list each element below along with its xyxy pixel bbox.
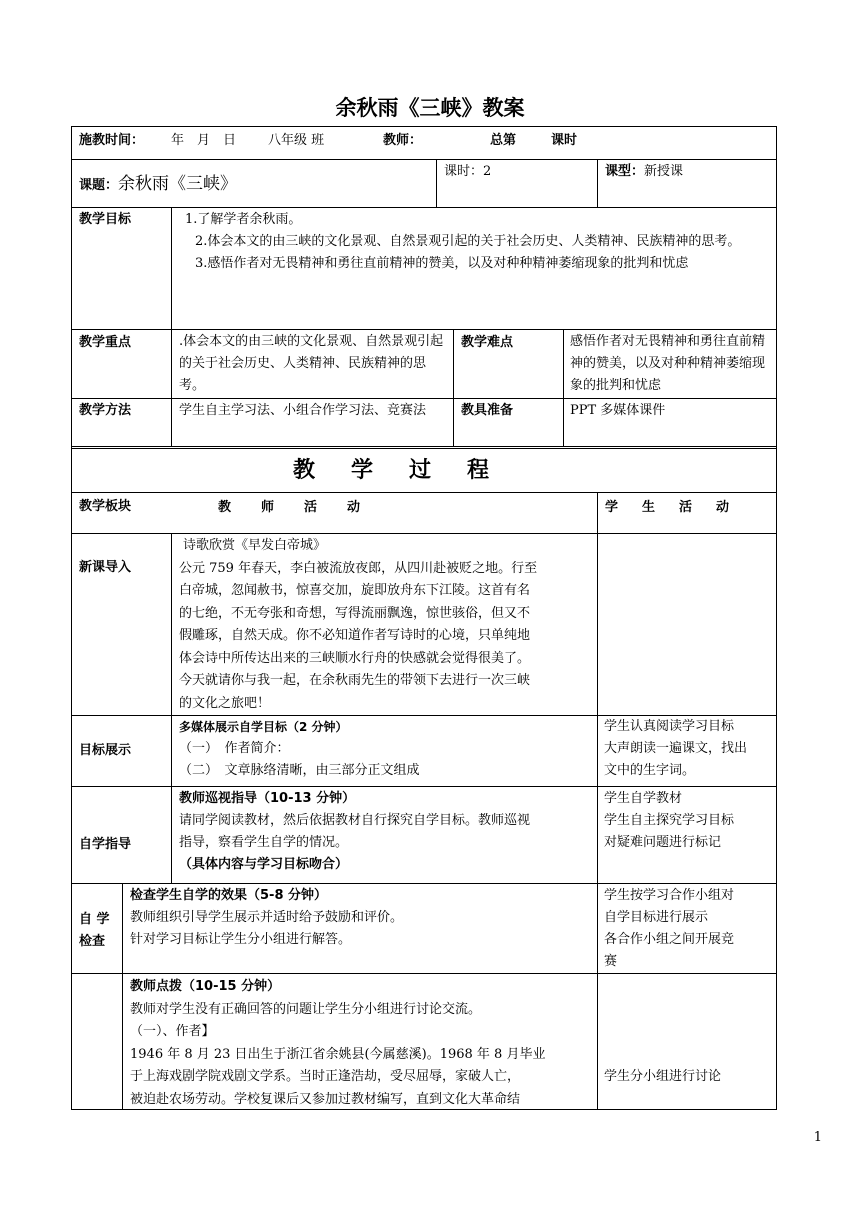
intro-line: 假雕琢，自然天成。你不必知道作者写诗时的心境，只单纯地	[179, 628, 531, 643]
check-student	[604, 885, 774, 973]
row-divider	[71, 159, 777, 160]
goals-line: （二） 文章脉络清晰，由三部分正文组成	[179, 763, 420, 778]
column-char: 活	[679, 500, 693, 515]
guide-text	[130, 976, 592, 1111]
column-char: 生	[642, 500, 656, 515]
difficulty-value: 感悟作者对无畏精神和勇往直前精神的赞美，以及对种种精神萎缩现象的批判和忧虑	[570, 334, 766, 393]
column-module: 教学板块	[79, 499, 132, 514]
guide-line: （一）、作者】	[130, 1024, 215, 1039]
row-divider	[71, 329, 777, 330]
student-line: 学生自主探究学习目标	[604, 813, 735, 828]
topic-value: 余秋雨《三峡》	[118, 174, 238, 194]
process-title-char: 教	[293, 458, 316, 483]
col-divider	[453, 329, 454, 446]
lesson-type-value: 新授课	[644, 164, 684, 179]
student-line: 自学目标进行展示	[604, 910, 709, 925]
self-study-heading: 教师巡视指导（10-13 分钟）	[179, 791, 356, 806]
goals-heading: 多媒体展示自学目标（2 分钟）	[179, 720, 348, 734]
student-line: 学生自学教材	[604, 791, 683, 806]
self-study-note: （具体内容与学习目标吻合）	[179, 857, 349, 872]
intro-line: 今天就请你与我一起，在余秋雨先生的带领下去进行一次三峡	[179, 673, 531, 688]
column-char: 师	[261, 500, 275, 515]
time-label: 施教时间：	[79, 133, 145, 148]
student-line: 各合作小组之间开展竞	[604, 932, 735, 947]
guide-line: 教师对学生没有正确回答的问题让学生分小组进行讨论交流。	[130, 1001, 482, 1017]
method-value: 学生自主学习法、小组合作学习法、竞赛法	[179, 403, 427, 418]
col-divider	[171, 207, 172, 446]
process-title-char: 学	[351, 458, 374, 483]
column-char: 动	[716, 500, 730, 515]
intro-text	[179, 535, 591, 715]
check-label-1: 自 学	[79, 912, 110, 927]
lesson-type	[605, 161, 683, 183]
self-study-line: 指导，察看学生自学的情况。	[179, 835, 349, 850]
intro-line: 诗歌欣赏《早发白帝城》	[183, 538, 327, 553]
method-label: 教学方法	[79, 403, 132, 418]
grade-class: 八年级 班	[268, 133, 325, 148]
table-border	[71, 126, 72, 1110]
document-title: 余秋雨《三峡》教案	[335, 96, 525, 120]
table-border	[71, 126, 777, 127]
check-line: 针对学习目标让学生分小组进行解答。	[130, 932, 352, 947]
student-line: 学生按学习合作小组对	[604, 888, 735, 903]
guide-student: 学生分小组进行讨论	[604, 1069, 722, 1084]
check-line: 教师组织引导学生展示并适时给予鼓励和评价。	[130, 910, 404, 925]
row-divider	[71, 973, 777, 974]
row-divider	[71, 207, 777, 208]
topic-label: 课题：	[79, 178, 119, 193]
column-char: 动	[347, 500, 361, 515]
column-char: 学	[605, 500, 619, 515]
row-divider	[71, 533, 777, 534]
student-line: 文中的生字词。	[604, 763, 696, 778]
lesson-type-label: 课型：	[605, 164, 645, 179]
tools-label: 教具准备	[461, 403, 514, 418]
check-text	[130, 885, 592, 951]
guide-line: 1946 年 8 月 23 日出生于浙江省余姚县(今属慈溪)。1968 年 8 月毕业	[130, 1046, 546, 1062]
intro-label: 新课导入	[79, 560, 132, 575]
intro-line: 白帝城，忽闻赦书，惊喜交加，旋即放舟东下江陵。这首有名	[179, 583, 531, 598]
intro-line: 的七绝，不无夸张和奇想，写得流丽飘逸，惊世骇俗，但又不	[179, 605, 531, 621]
teacher-label: 教师：	[383, 133, 423, 148]
process-title-char: 过	[409, 458, 432, 483]
difficulty-label: 教学难点	[461, 335, 514, 350]
self-study-line: 请同学阅读教材，然后依据教材自行探究自学目标。教师巡视	[179, 813, 531, 828]
self-study-label: 自学指导	[79, 837, 132, 852]
col-divider	[436, 159, 437, 207]
objective-item: 3.感悟作者对无畏精神和勇往直前精神的赞美，以及对种种精神萎缩现象的批判和忧虑	[195, 256, 689, 271]
col-divider	[171, 533, 172, 883]
self-study-student	[604, 788, 774, 854]
double-divider	[71, 446, 776, 449]
goals-line: （一） 作者简介：	[179, 741, 290, 756]
student-line: 学生认真阅读学习目标	[604, 719, 735, 734]
row-divider	[71, 492, 777, 493]
goals-label: 目标展示	[79, 743, 132, 758]
objectives-label: 教学目标	[79, 212, 132, 227]
column-char: 教	[218, 500, 232, 515]
col-divider	[563, 329, 564, 446]
row-divider	[71, 398, 777, 399]
intro-line: 公元 759 年春天，李白被流放夜郎，从四川赴被贬之地。行至	[179, 560, 538, 576]
col-divider	[122, 883, 123, 1109]
intro-line: 的文化之旅吧！	[179, 695, 271, 711]
self-study-text	[179, 788, 591, 876]
guide-heading: 教师点拨（10-15 分钟）	[130, 979, 281, 994]
guide-line: 于上海戏剧学院戏剧文学系。当时正逢浩劫，受尽屈辱，家破人亡，	[130, 1069, 521, 1084]
check-heading: 检查学生自学的效果（5-8 分钟）	[130, 888, 328, 903]
class-hours: 课时：2	[444, 164, 492, 179]
column-student	[605, 497, 729, 519]
topic	[79, 172, 237, 198]
goals-text	[179, 716, 591, 782]
student-line: 对疑难问题进行标记	[604, 835, 722, 850]
student-line: 大声朗读一遍课文，找出	[604, 741, 748, 756]
guide-line: 被迫赴农场劳动。学校复课后又参加过教材编写，直到文化大革命结	[130, 1091, 521, 1107]
check-label-2: 检查	[79, 934, 106, 949]
page-number: 1	[813, 1130, 822, 1145]
objective-item: 1.了解学者余秋雨。	[185, 212, 302, 227]
total-label: 总第	[490, 133, 517, 148]
column-teacher	[218, 497, 360, 519]
row-divider	[71, 883, 777, 884]
row-divider	[71, 786, 777, 787]
date-fields: 年 月 日	[171, 133, 237, 148]
key-points-value: .体会本文的由三峡的文化景观、自然景观引起的关于社会历史、人类精神、民族精神的思考。	[179, 334, 444, 393]
objectives-list	[181, 209, 771, 275]
intro-line: 体会诗中所传达出来的三峡顺水行舟的快感就会觉得很美了。	[179, 650, 531, 666]
student-line: 赛	[604, 954, 618, 969]
process-title	[293, 458, 489, 484]
col-divider	[597, 492, 598, 1109]
process-title-char: 程	[467, 458, 490, 483]
key-points-label: 教学重点	[79, 335, 132, 350]
goals-student	[604, 716, 774, 782]
objective-item: 2.体会本文的由三峡的文化景观、自然景观引起的关于社会历史、人类精神、民族精神的思考。	[195, 234, 741, 249]
table-border	[776, 126, 777, 1110]
column-char: 活	[304, 500, 318, 515]
lesson-label: 课时	[551, 133, 578, 148]
tools-value: PPT 多媒体课件	[570, 403, 666, 418]
col-divider	[597, 159, 598, 207]
